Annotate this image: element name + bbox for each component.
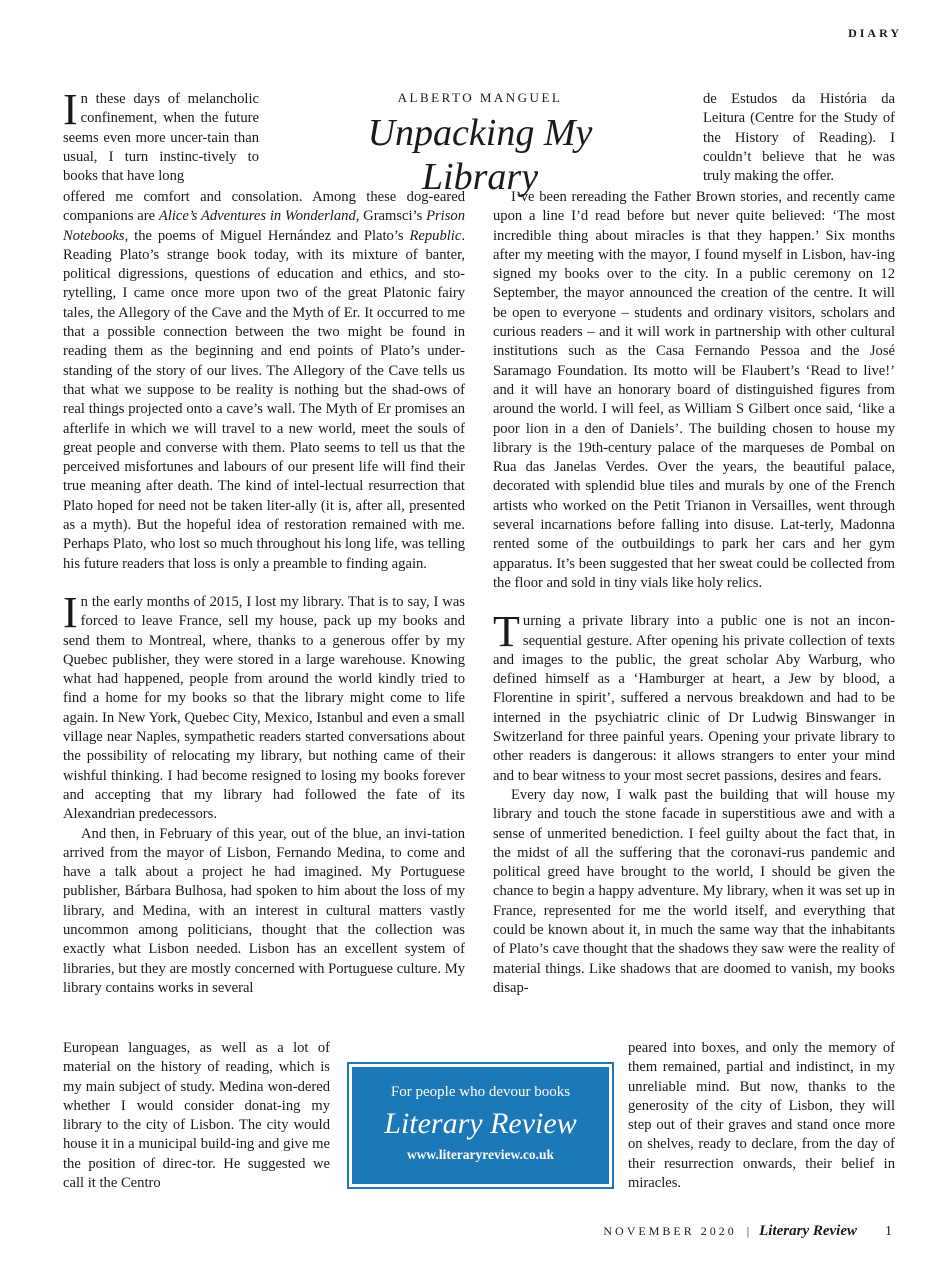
intro-block bbox=[63, 85, 259, 186]
issue-date: NOVEMBER 2020 bbox=[603, 1224, 737, 1238]
dropcap: T bbox=[493, 607, 520, 657]
paragraph-3-tail: European languages, as well as a lot of material on the history of reading, which is my main subject of study. Medina won-dered whether I would consider donat-ing my library to the city of Lisbon. The city would house it in a municipal build-ing and give me the position of direc-tor. He suggested we call it the Centro bbox=[63, 1040, 330, 1192]
advert-box[interactable] bbox=[347, 1062, 614, 1189]
advert-tagline: For people who devour books bbox=[390, 1084, 571, 1100]
article-title: Unpacking My Library bbox=[367, 112, 593, 198]
publication-name: Literary Review bbox=[759, 1223, 857, 1239]
paragraph-1: offered me comfort and consolation. Among these dog-eared companions are Alice’s Adventures in Wonderland, Gramsci’s Prison Notebooks, the poems of Miguel Hernández and Plato’s Republic. Reading Plato’s strange book today, with its mixture of banter, political digressions, questions of education and ethics, and sto-rytelling, I came once more upon two of the great Platonic fairy tales, the Allegory of the Cave and the Myth of Er. It occurred to me that a possible connection between the two might be found in reading them as the beginning and end points of Plato’s under-standing of the story of our lives. The Allegory of the Cave tells us that what we suppose to be reality is nothing but the shad-ows of real things projected onto a cave’s wall. The Myth of Er promises an afterlife in which we will travel to a new world, meet the souls of great people and converse with them. Plato seems to tell us that the perceived misfortunes and labours of our present life will find their true meaning after death. The kind of intel-lectual resurrection that Plato hoped for need not be taken liter-ally (it is, after all, presented as a myth). But the hopeful idea of restoration remained with me. Perhaps Plato, who lost so much throughout his long life, was telling his future readers that loss is only a preamble to finding again. bbox=[63, 189, 465, 572]
author-name: ALBERTO MANGUEL bbox=[397, 90, 563, 105]
right-column-head bbox=[703, 90, 895, 186]
paragraph-father-brown: I’ve been rereading the Father Brown stories, and recently came upon a line I’d read before but never quite believed: ‘The most incredible thing about miracles is that they happen.’ Six months after my meeting with the mayor, I found myself in Lisbon, hav-ing signed my books over to the city. In a public ceremony on 12 September, the mayor announced the creation of the centre. It will be open to everyone – students and ordinary visitors, scholars and curious readers – and it will work in partnership with other cultural institutions such as the Casa Fernando Pessoa and the José Saramago Foundation. Its motto will be Flaubert’s ‘Read to live!’ and it will have an honorary board of distinguished figures from around the world. I will feel, as William S Gilbert once said, ‘like a poor lion in a den of Daniels’. The building chosen to house my library is the 19th-century palace of the marqueses de Pombal on Rua das Janelas Verdes. Over the years, the beautiful palace, decorated with splendid blue tiles and murals by one of the French artists who worked on the Petit Trianon in Versailles, went through several incarnations before falling into disuse. Lat-terly, Madonna rented some of the outbuildings to park her cars and her gym apparatus. It’s been suggested that her sweat could be collected from the floor and sold in tiny vials like holy relics. bbox=[493, 189, 895, 591]
dropcap: I bbox=[63, 587, 78, 637]
paragraph-3: And then, in February of this year, out of the blue, an invi-tation arrived from the mayor of Lisbon, Fernando Medina, to come and have a talk about a project he had imagined. My Portuguese publisher, Bárbara Bulhosa, had spoken to him about the loss of my library, and Medina, with an interest in cultural matters vastly uncommon among politicians, thought that the collection was exactly what Lisbon needed. Lisbon has an excellent system of libraries, but they are mostly concerned with Portuguese culture. My library contains works in several bbox=[63, 825, 465, 996]
left-column bbox=[63, 188, 465, 998]
right-intro-paragraph: de Estudos da História da Leitura (Centre for the Study of the History of Reading). I couldn’t believe that he was truly making the offer. bbox=[703, 91, 895, 185]
right-column-tail bbox=[628, 1039, 895, 1193]
paragraph-every-day: Every day now, I walk past the building that will house my library and touch the stone facade in superstitious awe and with a sense of unmerited benediction. I feel guilty about the fact that, in the midst of all the suffering that the coronavi-rus pandemic and political greed have brought to the world, I should be given the chance to begin a happy adventure. My library, when it was set up in France, represented for me the world itself, and everything that could be known about it, in much the same way that the inhabitants of Plato’s cave thought that the shadows they saw were the reality of material things. Like shadows that are doomed to vanish, my books disap- bbox=[493, 786, 895, 996]
footer-separator: | bbox=[746, 1224, 750, 1238]
intro-paragraph-head: In these days of melancholic confinement, when the future seems even more uncer-tain than usual, I turn instinc-tively to books that have long bbox=[63, 85, 259, 185]
dropcap: I bbox=[63, 85, 78, 134]
paragraph-turning: Turning a private library into a public one is not an incon-sequential gesture. After opening his private collection of texts and images to the public, the great scholar Aby Warburg, who defined himself as a ‘Hamburger at heart, a Jew by blood, a Florentine in spirit’, suffered a nervous breakdown and had to be interned in the psychiatric clinic of Dr Ludwig Binswanger in Switzerland for three painful years. Opening your private library to other readers is dangerous: it allows strangers to enter your mind and to bear witness to your most secret passions, desires and fears. bbox=[493, 607, 895, 784]
advert-url[interactable]: www.literaryreview.co.uk bbox=[406, 1147, 555, 1162]
paragraph-2: In the early months of 2015, I lost my library. That is to say, I was forced to leave France, sell my house, pack up my books and send them to Montreal, where, thanks to a generous offer by my Quebec publisher, they were stored in a large warehouse. Knowing what had happened, people from around the world kindly tried to find a home for my books so that the library might come to life again. In New York, Quebec City, Mexico, Istanbul and even a small village near Naples, sympathetic readers started conversations about the possibility of relocating my library, but nothing came of their wishful thinking. I had become resigned to losing my books forever and accepting that my library had followed the fate of its Alexandrian predecessors. bbox=[63, 587, 465, 823]
section-label: DIARY bbox=[848, 26, 902, 40]
right-column bbox=[493, 188, 895, 998]
left-column-tail bbox=[63, 1039, 330, 1193]
advert-logo: Literary Review bbox=[384, 1107, 577, 1140]
page-footer bbox=[603, 1223, 892, 1240]
paragraph-final-tail: peared into boxes, and only the memory of them remained, partial and indistinct, in my unreliable mind. But now, thanks to the generosity of the city of Lisbon, they will step out of their graves and stand once more on shelves, ready to declare, from the day of their resurrection onwards, their belief in miracles. bbox=[628, 1040, 895, 1192]
page-number: 1 bbox=[885, 1224, 892, 1239]
